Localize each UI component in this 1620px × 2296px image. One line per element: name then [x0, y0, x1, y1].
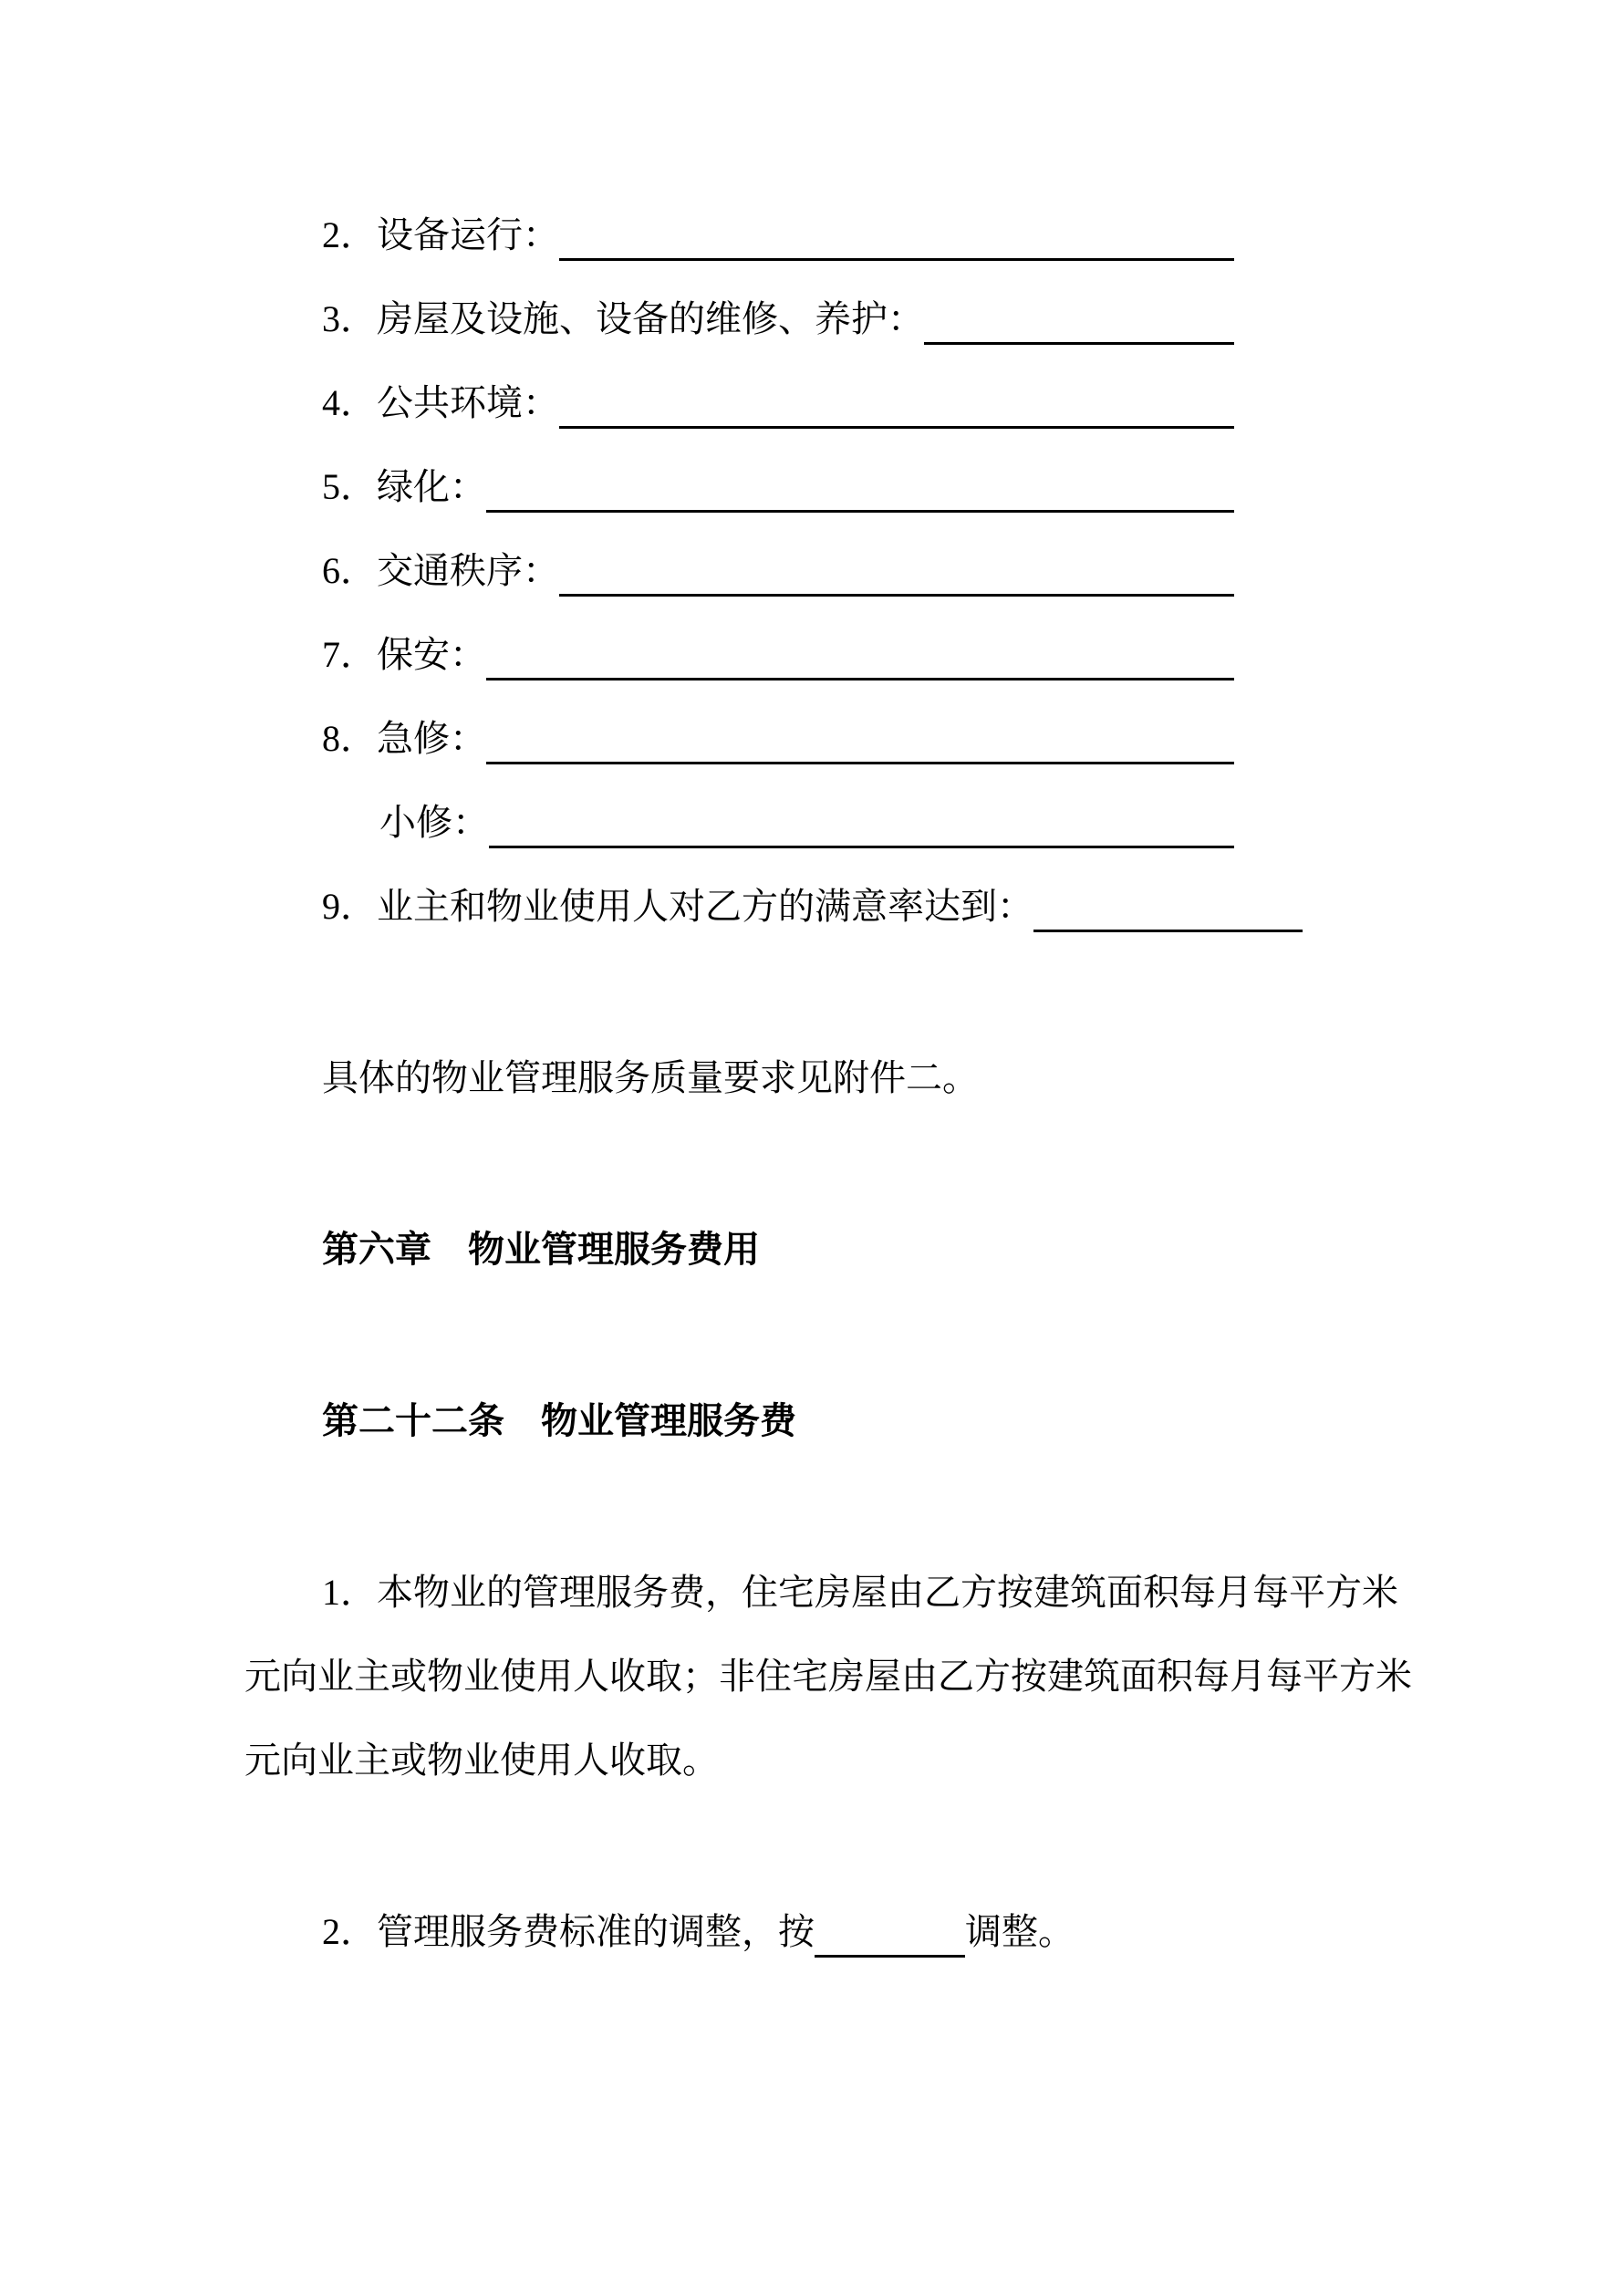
adjustment-paragraph — [244, 1890, 1376, 1974]
adjustment-text-prefix: 2．管理服务费标准的调整，按 — [322, 1911, 815, 1952]
fill-in-blank — [559, 529, 1234, 597]
fill-in-blank — [486, 445, 1234, 513]
chapter-heading — [244, 1208, 1376, 1292]
fee-paragraph-line-3 — [244, 1719, 1376, 1803]
service-item-satisfaction-rate — [244, 865, 1303, 949]
note-text: 具体的物业管理服务质量要求见附件二。 — [322, 1057, 979, 1098]
fill-in-blank — [559, 193, 1234, 261]
service-item-emergency-repair — [244, 697, 1234, 781]
service-item-greening — [244, 445, 1234, 529]
adjustment-text-suffix: 调整。 — [965, 1911, 1075, 1952]
item-label: 5．绿化： — [322, 466, 486, 507]
item-label: 8．急修： — [322, 718, 486, 759]
fee-text: 1．本物业的管理服务费，住宅房屋由乙方按建筑面积每月每平方米 — [322, 1572, 1398, 1613]
service-item-minor-repair — [244, 781, 1234, 865]
fill-in-blank — [489, 781, 1234, 848]
chapter-heading-text: 第六章 物业管理服务费用 — [322, 1229, 760, 1270]
item-label: 9．业主和物业使用人对乙方的满意率达到： — [322, 886, 1033, 927]
fill-in-blank — [559, 361, 1234, 429]
item-label: 6．交通秩序： — [322, 550, 559, 591]
fee-text: 元向业主或物业使用人收取。 — [244, 1740, 719, 1781]
service-item-house-facility-repair — [244, 277, 1234, 361]
fill-in-blank — [486, 613, 1234, 680]
item-label: 小修： — [379, 802, 489, 843]
fee-text: 元向业主或物业使用人收取；非住宅房屋由乙方按建筑面积每月每平方米 — [244, 1656, 1412, 1697]
item-label: 3．房屋及设施、设备的维修、养护： — [322, 298, 924, 339]
fill-in-blank — [815, 1890, 965, 1958]
article-heading — [244, 1379, 1376, 1463]
item-label: 7．保安： — [322, 634, 486, 675]
service-item-security — [244, 613, 1234, 697]
service-item-public-environment — [244, 361, 1234, 445]
fill-in-blank — [1033, 865, 1303, 932]
article-heading-text: 第二十二条 物业管理服务费 — [322, 1400, 796, 1441]
item-label: 2．设备运行： — [322, 214, 559, 255]
fill-in-blank — [924, 277, 1234, 345]
service-item-equipment-operation — [244, 193, 1234, 277]
note-paragraph — [244, 1036, 1376, 1120]
item-label: 4．公共环境： — [322, 382, 559, 423]
fee-paragraph-line-1 — [244, 1551, 1398, 1635]
fee-paragraph-line-2 — [244, 1635, 1412, 1719]
fill-in-blank — [486, 697, 1234, 764]
service-item-traffic-order — [244, 529, 1234, 613]
